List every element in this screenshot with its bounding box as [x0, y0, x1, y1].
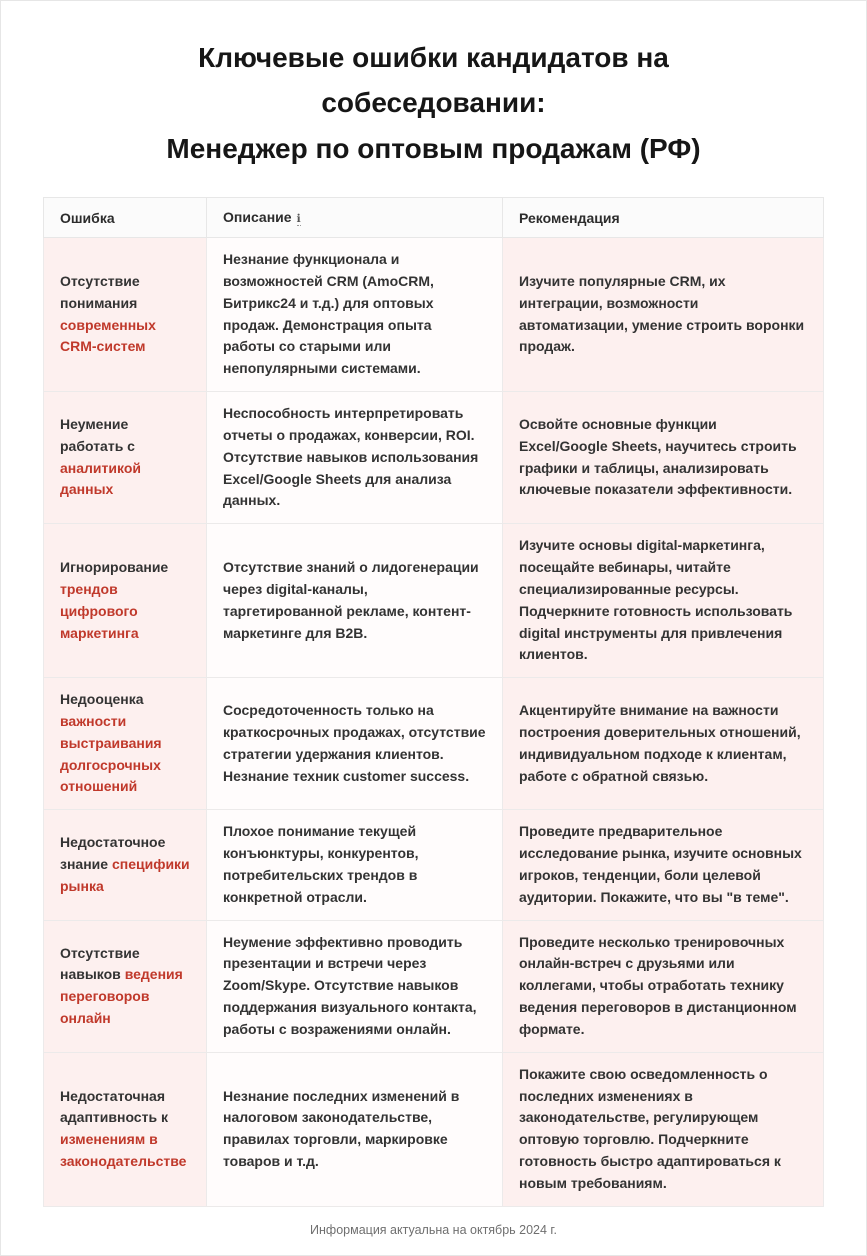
description-cell: Отсутствие знаний о лидогенерации через digital-каналы, таргетированной рекламе, контент-маркетинге для B2B. [207, 524, 503, 678]
error-keyword: современных CRM-систем [60, 316, 156, 355]
table-row [44, 1052, 824, 1206]
description-cell: Незнание функционала и возможностей CRM (AmoCRM, Битрикс24 и т.д.) для оптовых продаж. Демонстрация опыта работы со старыми или непопулярными системами. [207, 238, 503, 392]
error-keyword: изменениям в законодательстве [60, 1131, 187, 1170]
description-cell: Плохое понимание текущей конъюнктуры, конкурентов, потребительских трендов в конкретной отрасли. [207, 810, 503, 920]
error-text: Неумение работать с [60, 415, 135, 454]
error-keyword: аналитикой данных [60, 459, 141, 498]
recommendation-cell: Освойте основные функции Excel/Google Sheets, научитесь строить графики и таблицы, анализировать ключевые показатели эффективности. [503, 392, 824, 524]
recommendation-cell: Изучите популярные CRM, их интеграции, возможности автоматизации, умение строить воронки продаж. [503, 238, 824, 392]
error-cell [44, 1052, 207, 1206]
page-title-line-2: Менеджер по оптовым продажам (РФ) [166, 132, 701, 164]
error-cell [44, 392, 207, 524]
error-cell [44, 810, 207, 920]
error-text: Недостаточное знание [60, 834, 166, 873]
description-cell: Неумение эффективно проводить презентации и встречи через Zoom/Skype. Отсутствие навыков поддержания визуального контакта, работы с возражениями онлайн. [207, 920, 503, 1052]
table-row [44, 392, 824, 524]
table-row [44, 920, 824, 1052]
header-recommendation [503, 198, 824, 238]
error-keyword: трендов цифрового маркетинга [60, 580, 139, 641]
recommendation-cell: Покажите свою осведомленность о последних изменениях в законодательстве, регулирующем оптовую торговлю. Подчеркните готовность быстро адаптироваться к новым требованиям. [503, 1052, 824, 1206]
header-recommendation-label: Рекомендация [519, 209, 620, 226]
error-cell [44, 920, 207, 1052]
page-footer: Информация актуальна на октябрь 2024 г. [310, 1222, 557, 1237]
error-cell [44, 238, 207, 392]
error-text: Отсутствие понимания [60, 272, 140, 311]
error-text: Недостаточная адаптивность к [60, 1087, 168, 1126]
description-cell: Сосредоточенность только на краткосрочных продажах, отсутствие стратегии удержания клиентов. Незнание техник customer success. [207, 678, 503, 810]
table-header [44, 198, 824, 238]
description-cell: Незнание последних изменений в налоговом законодательстве, правилах торговли, маркировке товаров и т.д. [207, 1052, 503, 1206]
recommendation-cell: Проведите несколько тренировочных онлайн-встреч с друзьями или коллегами, чтобы отработать технику ведения переговоров в дистанционном формате. [503, 920, 824, 1052]
info-icon[interactable]: ℹ [296, 213, 301, 226]
table-body [44, 238, 824, 1207]
table-row [44, 238, 824, 392]
recommendation-cell: Изучите основы digital-маркетинга, посещайте вебинары, читайте специализированные ресурсы. Подчеркните готовность использовать digital инструменты для привлечения клиентов. [503, 524, 824, 678]
page-title-line-1: Ключевые ошибки кандидатов на собеседовании: [198, 42, 669, 119]
header-description [207, 198, 503, 238]
errors-table [43, 197, 824, 1207]
error-cell [44, 524, 207, 678]
table-header-row [44, 198, 824, 238]
error-text: Игнорирование [60, 559, 169, 576]
recommendation-cell: Акцентируйте внимание на важности построения доверительных отношений, индивидуальном подходе к клиентам, работе с обратной связью. [503, 678, 824, 810]
error-cell [44, 678, 207, 810]
error-keyword: важности выстраивания долгосрочных отношений [60, 712, 162, 795]
table-row [44, 524, 824, 678]
page-title [94, 35, 774, 171]
recommendation-cell: Проведите предварительное исследование рынка, изучите основных игроков, тенденции, боли целевой аудитории. Покажите, что вы "в теме". [503, 810, 824, 920]
error-text: Недооценка [60, 691, 144, 708]
table-row [44, 810, 824, 920]
description-cell: Неспособность интерпретировать отчеты о продажах, конверсии, ROI. Отсутствие навыков использования Excel/Google Sheets для анализа данных. [207, 392, 503, 524]
header-error [44, 198, 207, 238]
header-error-label: Ошибка [60, 209, 115, 226]
error-keyword: специфики рынка [60, 856, 190, 894]
header-description-label: Описание [223, 209, 292, 226]
error-keyword: ведения переговоров онлайн [60, 966, 183, 1026]
error-text: Отсутствие навыков [60, 944, 140, 983]
table-row [44, 678, 824, 810]
